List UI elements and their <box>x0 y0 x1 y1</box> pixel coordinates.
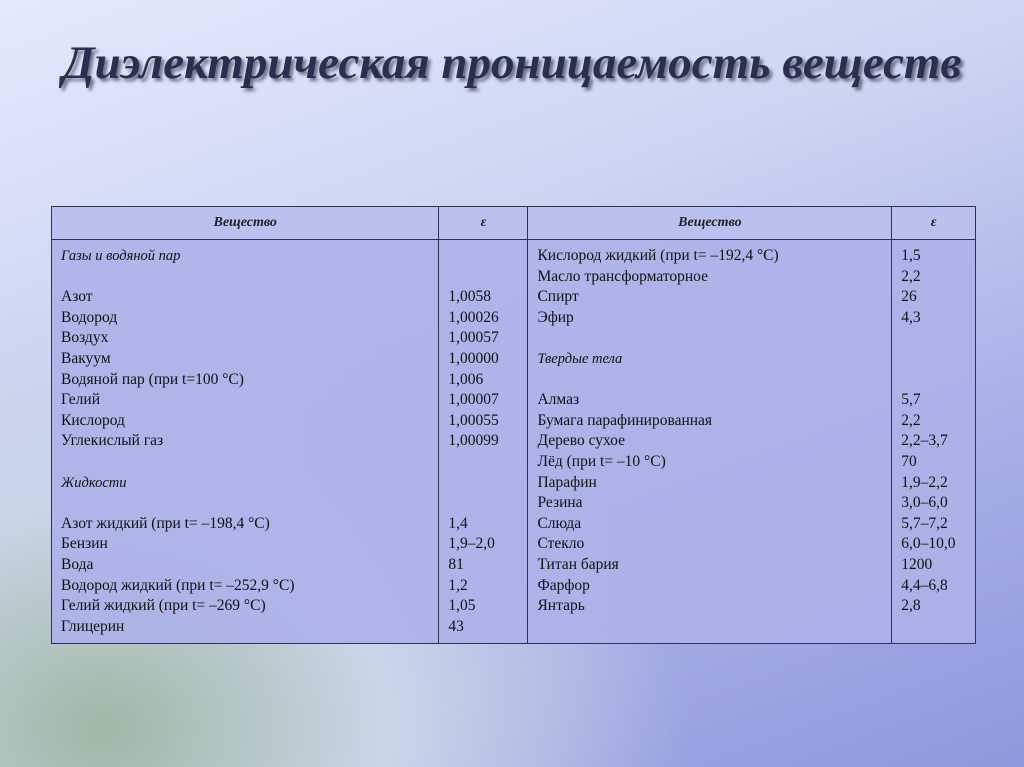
substance-name: Слюда <box>537 514 582 532</box>
substance-name: Водород жидкий (при t= –252,9 °C) <box>61 576 295 594</box>
section-heading: Жидкости <box>61 474 127 491</box>
epsilon-value: 1200 <box>901 555 933 573</box>
epsilon-value: 3,0–6,0 <box>901 494 948 512</box>
epsilon-value: 5,7–7,2 <box>901 514 948 532</box>
epsilon-value: 1,00007 <box>448 391 499 409</box>
substance-name: Азот жидкий (при t= –198,4 °C) <box>61 514 270 532</box>
epsilon-value <box>901 370 966 391</box>
substance-name: Кислород жидкий (при t= –192,4 °C) <box>537 247 779 264</box>
substance-name: Лёд (при t= –10 °C) <box>537 452 666 470</box>
epsilon-value: 1,9–2,0 <box>448 535 495 553</box>
header-substance-left: Вещество <box>52 207 439 240</box>
epsilon-value <box>448 246 518 267</box>
epsilon-value: 2,2 <box>901 267 921 285</box>
substance-name: Стекло <box>537 535 585 553</box>
epsilon-value: 6,0–10,0 <box>901 535 956 553</box>
header-epsilon-right: ε <box>892 207 976 240</box>
epsilon-value: 1,00099 <box>448 432 499 450</box>
epsilon-value <box>448 473 518 494</box>
epsilon-value: 1,9–2,2 <box>901 473 948 491</box>
header-epsilon-left: ε <box>439 207 528 240</box>
left-epsilon-column <box>439 240 528 644</box>
epsilon-value: 81 <box>448 555 464 573</box>
epsilon-value: 2,2–3,7 <box>901 432 948 450</box>
substance-name: Азот <box>61 288 93 306</box>
epsilon-value: 2,2 <box>901 411 921 429</box>
substance-name: Масло трансформаторное <box>537 267 708 285</box>
substance-name: Углекислый газ <box>61 432 164 450</box>
epsilon-value: 1,05 <box>448 597 476 615</box>
epsilon-value: 1,006 <box>448 370 484 388</box>
substance-name: Резина <box>537 494 583 512</box>
substance-name: Алмаз <box>537 391 580 409</box>
substance-name <box>61 267 429 288</box>
epsilon-value <box>448 493 518 514</box>
substance-name <box>537 328 882 349</box>
epsilon-value <box>448 267 518 288</box>
substance-name: Эфир <box>537 308 574 326</box>
substance-name: Водород <box>61 308 118 326</box>
epsilon-value <box>901 349 966 370</box>
substance-name: Вакуум <box>61 349 111 367</box>
substance-name: Кислород <box>61 411 125 429</box>
epsilon-value <box>901 328 966 349</box>
epsilon-value: 1,00000 <box>448 349 499 367</box>
substance-name: Глицерин <box>61 617 125 635</box>
epsilon-value <box>448 452 518 473</box>
permittivity-table <box>51 206 976 644</box>
epsilon-value: 1,00055 <box>448 411 499 429</box>
substance-name <box>537 370 882 391</box>
substance-name: Фарфор <box>537 576 590 594</box>
substance-name: Гелий жидкий (при t= –269 °C) <box>61 597 266 615</box>
substance-name: Янтарь <box>537 597 585 615</box>
epsilon-value: 4,4–6,8 <box>901 576 948 594</box>
substance-name: Гелий <box>61 391 100 409</box>
right-epsilon-column <box>892 240 976 644</box>
substance-name: Вода <box>61 555 94 573</box>
substance-name: Воздух <box>61 329 109 347</box>
substance-name: Дерево сухое <box>537 432 625 450</box>
table-header-row <box>52 207 976 240</box>
substance-name <box>61 452 429 473</box>
epsilon-value: 1,2 <box>448 576 468 594</box>
epsilon-value: 1,5 <box>901 247 921 264</box>
substance-name: Спирт <box>537 288 579 306</box>
substance-name: Бумага парафинированная <box>537 411 713 429</box>
epsilon-value: 1,0058 <box>448 288 492 306</box>
table-body-row <box>52 240 976 644</box>
substance-name: Титан бария <box>537 555 619 573</box>
epsilon-value: 26 <box>901 288 917 306</box>
epsilon-value: 1,4 <box>448 514 468 532</box>
substance-name: Бензин <box>61 535 108 553</box>
substance-name <box>61 493 429 514</box>
substance-name: Водяной пар (при t=100 °C) <box>61 370 244 388</box>
left-substance-column <box>52 240 439 644</box>
header-substance-right: Вещество <box>528 207 892 240</box>
epsilon-value: 43 <box>448 617 464 635</box>
slide-title: Диэлектрическая проницаемость веществ <box>62 37 962 89</box>
epsilon-value: 5,7 <box>901 391 921 409</box>
epsilon-value: 4,3 <box>901 308 921 326</box>
epsilon-value: 70 <box>901 452 917 470</box>
epsilon-value: 1,00057 <box>448 329 499 347</box>
right-substance-column <box>528 240 892 644</box>
epsilon-value: 2,8 <box>901 597 921 615</box>
epsilon-value: 1,00026 <box>448 308 499 326</box>
section-heading: Твердые тела <box>537 350 623 367</box>
section-heading: Газы и водяной пар <box>61 248 181 264</box>
substance-name: Парафин <box>537 473 597 491</box>
